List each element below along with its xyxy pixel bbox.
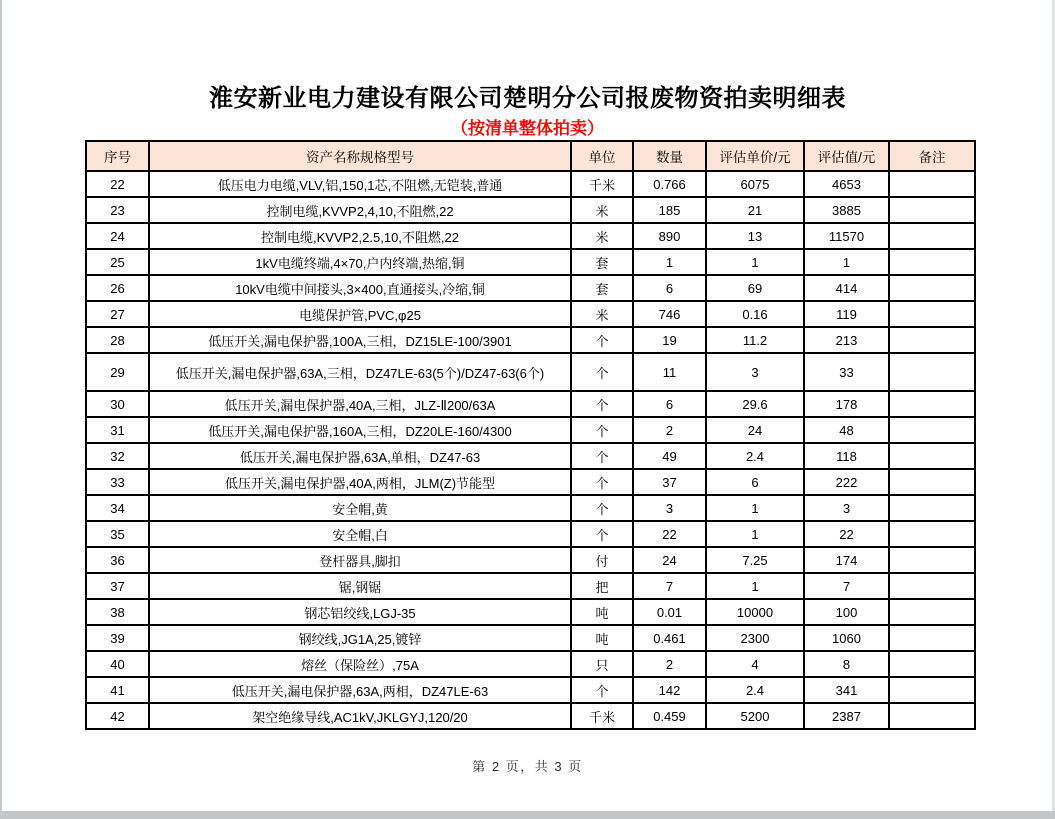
table-cell bbox=[889, 391, 975, 417]
table-cell: 213 bbox=[804, 327, 889, 353]
table-row bbox=[86, 443, 975, 469]
table-cell: 13 bbox=[706, 223, 804, 249]
table-cell: 24 bbox=[86, 223, 149, 249]
table-cell: 个 bbox=[571, 677, 633, 703]
table-cell: 24 bbox=[633, 547, 706, 573]
table-row bbox=[86, 327, 975, 353]
page-title: 淮安新业电力建设有限公司楚明分公司报废物资拍卖明细表 bbox=[209, 85, 846, 112]
table-cell bbox=[889, 703, 975, 729]
table-cell: 控制电缆,KVVP2,4,10,不阻燃,22 bbox=[149, 197, 571, 223]
table-cell: 341 bbox=[804, 677, 889, 703]
table-cell: 2 bbox=[633, 417, 706, 443]
table-cell: 登杆器具,脚扣 bbox=[149, 547, 571, 573]
table-cell: 米 bbox=[571, 223, 633, 249]
table-cell: 34 bbox=[86, 495, 149, 521]
table-cell: 只 bbox=[571, 651, 633, 677]
table-cell: 174 bbox=[804, 547, 889, 573]
table-cell: 1kV电缆终端,4×70,户内终端,热缩,铜 bbox=[149, 249, 571, 275]
table-cell: 1 bbox=[804, 249, 889, 275]
table-cell: 185 bbox=[633, 197, 706, 223]
table-row bbox=[86, 391, 975, 417]
table-cell: 个 bbox=[571, 469, 633, 495]
header-cell: 评估单价/元 bbox=[706, 141, 804, 171]
header-cell: 数量 bbox=[633, 141, 706, 171]
table-cell: 890 bbox=[633, 223, 706, 249]
table-cell bbox=[889, 651, 975, 677]
table-header-row bbox=[86, 141, 975, 171]
table-cell: 低压开关,漏电保护器,160A,三相，DZ20LE-160/4300 bbox=[149, 417, 571, 443]
table-cell: 28 bbox=[86, 327, 149, 353]
table-cell: 36 bbox=[86, 547, 149, 573]
table-row bbox=[86, 249, 975, 275]
table-row bbox=[86, 573, 975, 599]
table-row bbox=[86, 651, 975, 677]
table-row bbox=[86, 495, 975, 521]
table-cell: 0.01 bbox=[633, 599, 706, 625]
table-cell bbox=[889, 625, 975, 651]
table-cell: 10000 bbox=[706, 599, 804, 625]
table-cell: 1 bbox=[706, 495, 804, 521]
table-cell: 米 bbox=[571, 301, 633, 327]
table-cell: 千米 bbox=[571, 703, 633, 729]
table-cell bbox=[889, 301, 975, 327]
table-cell: 2387 bbox=[804, 703, 889, 729]
table-cell: 29.6 bbox=[706, 391, 804, 417]
table-cell: 套 bbox=[571, 275, 633, 301]
table-cell: 1 bbox=[706, 521, 804, 547]
table-cell: 37 bbox=[86, 573, 149, 599]
table-cell: 40 bbox=[86, 651, 149, 677]
table-cell: 3 bbox=[706, 353, 804, 391]
table-cell: 钢芯铝绞线,LGJ-35 bbox=[149, 599, 571, 625]
asset-table bbox=[85, 140, 976, 730]
table-cell bbox=[889, 443, 975, 469]
table-cell: 低压开关,漏电保护器,40A,三相，JLZ-Ⅱ200/63A bbox=[149, 391, 571, 417]
table-cell: 5200 bbox=[706, 703, 804, 729]
table-cell: 电缆保护管,PVC,φ25 bbox=[149, 301, 571, 327]
table-cell bbox=[889, 249, 975, 275]
table-cell: 个 bbox=[571, 443, 633, 469]
table-cell: 26 bbox=[86, 275, 149, 301]
table-cell bbox=[889, 197, 975, 223]
table-cell: 100 bbox=[804, 599, 889, 625]
table-cell bbox=[889, 495, 975, 521]
table-cell: 7.25 bbox=[706, 547, 804, 573]
table-cell: 2 bbox=[633, 651, 706, 677]
table-cell: 个 bbox=[571, 417, 633, 443]
table-cell: 31 bbox=[86, 417, 149, 443]
table-cell: 熔丝（保险丝）,75A bbox=[149, 651, 571, 677]
table-row bbox=[86, 599, 975, 625]
table-row bbox=[86, 197, 975, 223]
header-cell: 评估值/元 bbox=[804, 141, 889, 171]
table-cell: 个 bbox=[571, 521, 633, 547]
table-cell: 低压开关,漏电保护器,63A,单相，DZ47-63 bbox=[149, 443, 571, 469]
table-cell: 33 bbox=[86, 469, 149, 495]
table-cell: 3885 bbox=[804, 197, 889, 223]
table-cell: 6 bbox=[633, 275, 706, 301]
header-cell: 备注 bbox=[889, 141, 975, 171]
table-cell: 178 bbox=[804, 391, 889, 417]
page-footer: 第 2 页，共 3 页 bbox=[472, 759, 583, 774]
table-row bbox=[86, 301, 975, 327]
table-cell: 24 bbox=[706, 417, 804, 443]
table-cell: 0.461 bbox=[633, 625, 706, 651]
table-cell: 6 bbox=[706, 469, 804, 495]
table-cell: 低压开关,漏电保护器,63A,两相，DZ47LE-63 bbox=[149, 677, 571, 703]
table-cell: 142 bbox=[633, 677, 706, 703]
table-cell: 11570 bbox=[804, 223, 889, 249]
table-cell bbox=[889, 171, 975, 197]
table-cell: 安全帽,黄 bbox=[149, 495, 571, 521]
table-cell: 千米 bbox=[571, 171, 633, 197]
table-cell: 222 bbox=[804, 469, 889, 495]
table-row bbox=[86, 521, 975, 547]
table-cell bbox=[889, 521, 975, 547]
table-cell: 个 bbox=[571, 495, 633, 521]
table-cell: 11 bbox=[633, 353, 706, 391]
table-cell: 0.16 bbox=[706, 301, 804, 327]
table-cell: 39 bbox=[86, 625, 149, 651]
table-cell: 6075 bbox=[706, 171, 804, 197]
table-cell: 低压开关,漏电保护器,63A,三相，DZ47LE-63(5个)/DZ47-63(6个) bbox=[149, 353, 571, 391]
table-cell: 22 bbox=[804, 521, 889, 547]
table-cell: 1060 bbox=[804, 625, 889, 651]
table-row bbox=[86, 469, 975, 495]
table-row bbox=[86, 171, 975, 197]
table-row bbox=[86, 223, 975, 249]
table-cell bbox=[889, 547, 975, 573]
table-cell: 7 bbox=[633, 573, 706, 599]
table-cell: 69 bbox=[706, 275, 804, 301]
table-cell: 23 bbox=[86, 197, 149, 223]
table-cell: 架空绝缘导线,AC1kV,JKLGYJ,120/20 bbox=[149, 703, 571, 729]
table-cell: 低压开关,漏电保护器,40A,两相，JLM(Z)节能型 bbox=[149, 469, 571, 495]
table-cell: 1 bbox=[706, 249, 804, 275]
window-edge-bottom bbox=[0, 811, 1055, 819]
table-cell: 0.766 bbox=[633, 171, 706, 197]
table-cell: 个 bbox=[571, 391, 633, 417]
table-cell: 3 bbox=[633, 495, 706, 521]
table-cell: 35 bbox=[86, 521, 149, 547]
table-cell: 付 bbox=[571, 547, 633, 573]
table-cell: 21 bbox=[706, 197, 804, 223]
table-cell: 746 bbox=[633, 301, 706, 327]
window-edge-left bbox=[0, 0, 2, 819]
table-cell: 6 bbox=[633, 391, 706, 417]
table-cell bbox=[889, 417, 975, 443]
table-cell: 个 bbox=[571, 353, 633, 391]
table-cell: 2.4 bbox=[706, 443, 804, 469]
table-cell bbox=[889, 677, 975, 703]
table-cell: 118 bbox=[804, 443, 889, 469]
table-cell: 安全帽,白 bbox=[149, 521, 571, 547]
table-cell: 2.4 bbox=[706, 677, 804, 703]
table-row bbox=[86, 625, 975, 651]
table-cell bbox=[889, 573, 975, 599]
table-cell: 米 bbox=[571, 197, 633, 223]
table-row bbox=[86, 547, 975, 573]
table-cell: 11.2 bbox=[706, 327, 804, 353]
table-cell: 1 bbox=[633, 249, 706, 275]
table-cell: 19 bbox=[633, 327, 706, 353]
table-cell: 3 bbox=[804, 495, 889, 521]
table-cell: 32 bbox=[86, 443, 149, 469]
table-cell: 41 bbox=[86, 677, 149, 703]
table-cell: 4653 bbox=[804, 171, 889, 197]
table-cell: 38 bbox=[86, 599, 149, 625]
table-row bbox=[86, 275, 975, 301]
table-cell: 10kV电缆中间接头,3×400,直通接头,冷缩,铜 bbox=[149, 275, 571, 301]
table-cell: 低压电力电缆,VLV,铝,150,1芯,不阻燃,无铠装,普通 bbox=[149, 171, 571, 197]
table-cell: 414 bbox=[804, 275, 889, 301]
table-cell: 0.459 bbox=[633, 703, 706, 729]
table-cell bbox=[889, 599, 975, 625]
header-cell: 单位 bbox=[571, 141, 633, 171]
table-cell: 吨 bbox=[571, 599, 633, 625]
table-cell: 2300 bbox=[706, 625, 804, 651]
table-cell: 套 bbox=[571, 249, 633, 275]
table-row bbox=[86, 703, 975, 729]
page-subtitle: （按清单整体拍卖） bbox=[451, 119, 604, 138]
table-cell: 把 bbox=[571, 573, 633, 599]
table-row bbox=[86, 353, 975, 391]
table-cell: 钢绞线,JG1A,25,镀锌 bbox=[149, 625, 571, 651]
table-cell: 42 bbox=[86, 703, 149, 729]
table-cell: 29 bbox=[86, 353, 149, 391]
table-cell bbox=[889, 223, 975, 249]
table-cell: 22 bbox=[86, 171, 149, 197]
table-cell: 个 bbox=[571, 327, 633, 353]
table-cell: 7 bbox=[804, 573, 889, 599]
table-cell: 49 bbox=[633, 443, 706, 469]
table-cell: 锯,钢锯 bbox=[149, 573, 571, 599]
table-cell: 30 bbox=[86, 391, 149, 417]
table-row bbox=[86, 677, 975, 703]
table-cell: 8 bbox=[804, 651, 889, 677]
table-cell: 控制电缆,KVVP2,2.5,10,不阻燃,22 bbox=[149, 223, 571, 249]
table-cell bbox=[889, 327, 975, 353]
table-cell bbox=[889, 469, 975, 495]
table-cell: 48 bbox=[804, 417, 889, 443]
table-cell: 27 bbox=[86, 301, 149, 327]
table-cell: 低压开关,漏电保护器,100A,三相，DZ15LE-100/3901 bbox=[149, 327, 571, 353]
table-cell: 119 bbox=[804, 301, 889, 327]
table-cell: 37 bbox=[633, 469, 706, 495]
table-cell: 4 bbox=[706, 651, 804, 677]
header-cell: 序号 bbox=[86, 141, 149, 171]
table-cell: 吨 bbox=[571, 625, 633, 651]
table-cell: 25 bbox=[86, 249, 149, 275]
table-row bbox=[86, 417, 975, 443]
table-cell: 1 bbox=[706, 573, 804, 599]
header-cell: 资产名称规格型号 bbox=[149, 141, 571, 171]
table-cell bbox=[889, 353, 975, 391]
asset-table-body bbox=[86, 171, 975, 729]
table-cell: 33 bbox=[804, 353, 889, 391]
table-cell: 22 bbox=[633, 521, 706, 547]
table-cell bbox=[889, 275, 975, 301]
